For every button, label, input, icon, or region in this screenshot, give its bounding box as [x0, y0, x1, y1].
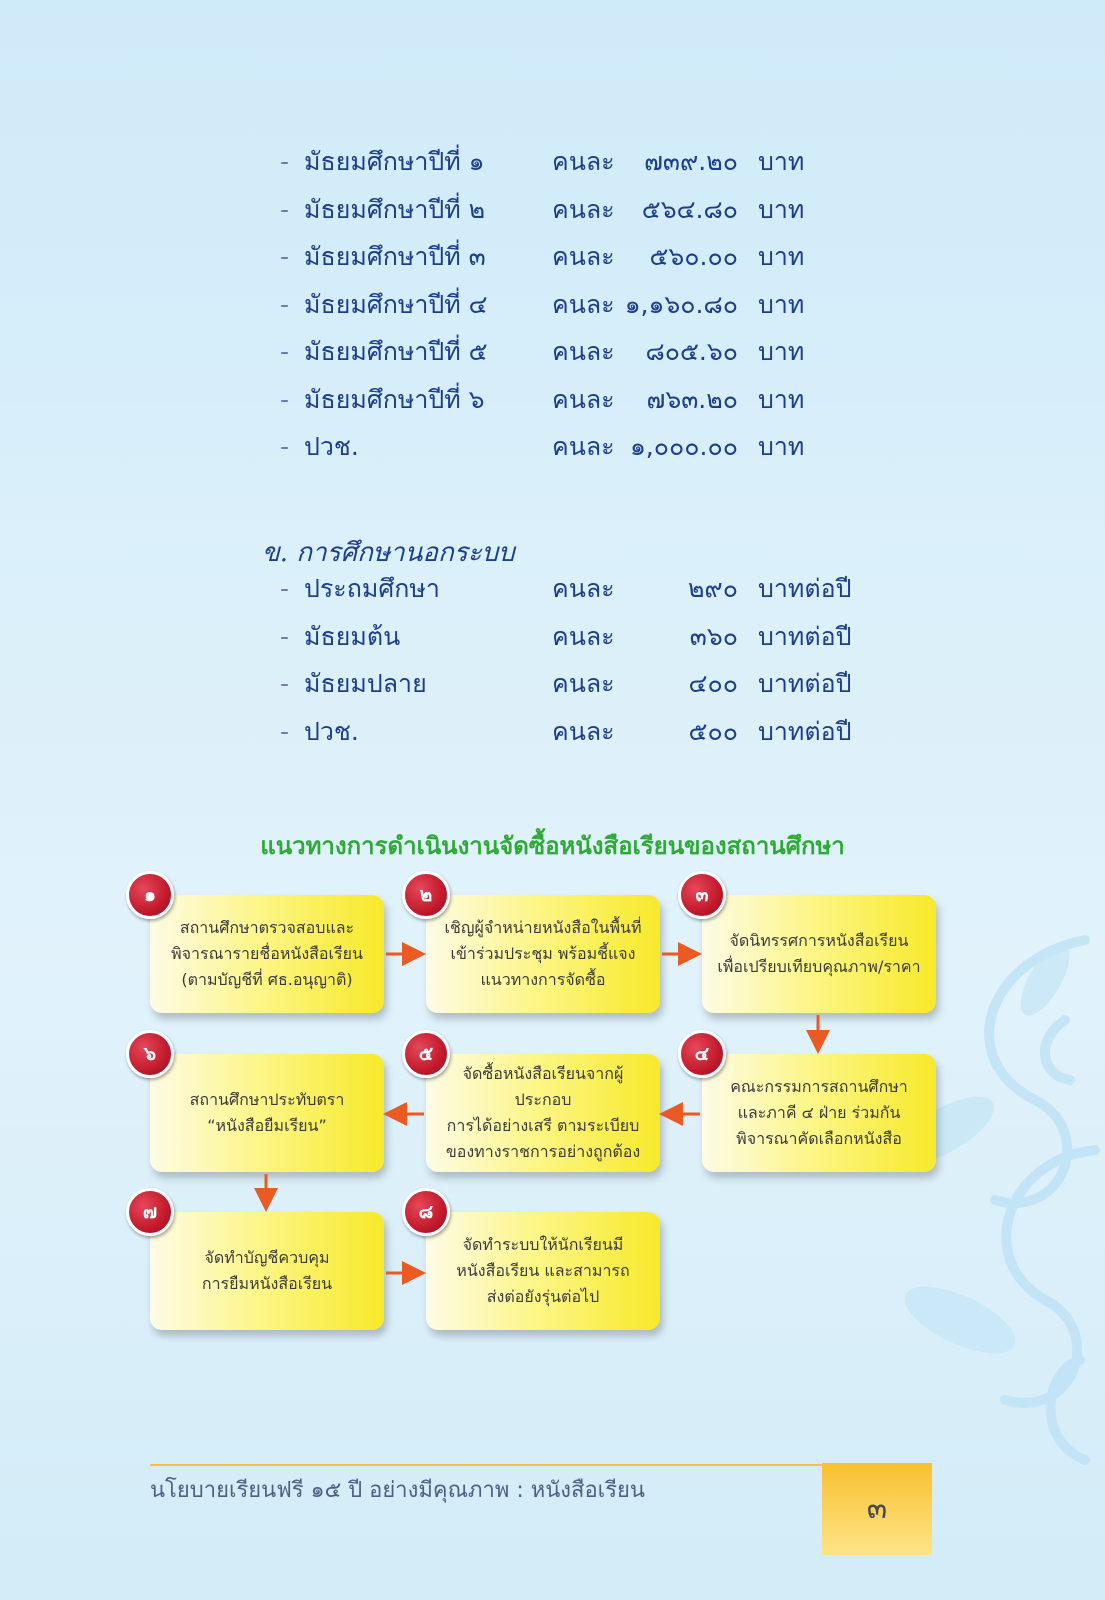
level-label: มัธยมปลาย: [304, 669, 427, 698]
level-label: ประถมศึกษา: [304, 574, 440, 603]
currency-unit: บาท: [758, 242, 805, 271]
currency-unit: บาทต่อปี: [758, 574, 852, 603]
level-label: มัธยมศึกษาปีที่ ๔: [304, 289, 488, 319]
currency-unit: บาท: [758, 147, 805, 176]
footer-divider: [150, 1464, 932, 1466]
step-text: จัดซื้อหนังสือเรียนจากผู้ประกอบ การได้อย่างเสรี ตามระเบียบ ของทางราชการอย่างถูกต้อง: [445, 1064, 641, 1161]
per-person-label: คนละ: [552, 289, 615, 319]
fee-amount: ๑,๐๐๐.๐๐: [629, 432, 738, 461]
per-person-label: คนละ: [552, 147, 615, 176]
step-number-badge: ๔: [678, 1030, 726, 1078]
fee-amount: ๑,๑๖๐.๘๐: [624, 289, 738, 319]
per-person-label: คนละ: [552, 242, 615, 271]
step-text: คณะกรรมการสถานศึกษา และภาคี ๔ ฝ่าย ร่วมกัน พิจารณาคัดเลือกหนังสือ: [730, 1077, 908, 1148]
fee-amount: ๒๙๐: [687, 574, 738, 603]
currency-unit: บาทต่อปี: [758, 669, 852, 698]
step-box: [426, 895, 660, 1013]
step-text: เชิญผู้จำหน่ายหนังสือในพื้นที่ เข้าร่วมประชุม พร้อมชี้แจง แนวทางการจัดซื้อ: [444, 918, 642, 989]
currency-unit: บาท: [758, 194, 805, 224]
step-box: [426, 1212, 660, 1330]
level-label: มัธยมต้น: [304, 621, 401, 651]
fee-amount: ๕๐๐: [688, 716, 738, 746]
step-box: [702, 895, 936, 1013]
currency-unit: บาท: [758, 384, 805, 414]
bullet-dash: -: [280, 337, 290, 366]
level-label: ปวช.: [304, 432, 359, 461]
per-person-label: คนละ: [552, 669, 615, 698]
bullet-dash: -: [280, 242, 290, 271]
bullet-dash: -: [280, 574, 290, 603]
bullet-dash: -: [280, 147, 290, 176]
bullet-dash: -: [280, 669, 290, 698]
level-label: ปวช.: [304, 716, 359, 746]
step-text: สถานศึกษาตรวจสอบและ พิจารณารายชื่อหนังสือเรียน (ตามบัญชีที่ ศธ.อนุญาติ): [171, 918, 363, 989]
per-person-label: คนละ: [552, 716, 615, 746]
level-label: มัธยมศึกษาปีที่ ๑: [304, 147, 485, 176]
currency-unit: บาท: [758, 337, 805, 366]
step-number-badge: ๗: [126, 1188, 174, 1236]
step-box: [426, 1054, 660, 1172]
per-person-label: คนละ: [552, 621, 615, 651]
level-label: มัธยมศึกษาปีที่ ๒: [304, 194, 486, 224]
flowchart-title: แนวทางการดำเนินงานจัดซื้อหนังสือเรียนของสถานศึกษา: [260, 832, 845, 860]
fee-amount: ๗๓๙.๒๐: [644, 147, 738, 176]
currency-unit: บาทต่อปี: [758, 621, 852, 651]
bullet-dash: -: [280, 432, 290, 461]
fee-amount: ๘๐๕.๖๐: [645, 337, 738, 366]
per-person-label: คนละ: [552, 574, 615, 603]
bullet-dash: -: [280, 384, 290, 414]
step-number-badge: ๖: [126, 1030, 174, 1078]
step-box: [150, 1212, 384, 1330]
step-text: จัดทำบัญชีควบคุม การยืมหนังสือเรียน: [201, 1248, 333, 1293]
step-text: จัดนิทรรศการหนังสือเรียน เพื่อเปรียบเทียบคุณภาพ/ราคา: [717, 931, 921, 976]
bullet-dash: -: [280, 716, 290, 746]
fee-amount: ๓๖๐: [689, 621, 738, 651]
per-person-label: คนละ: [552, 194, 615, 224]
step-number-badge: ๓: [678, 871, 726, 919]
currency-unit: บาทต่อปี: [758, 716, 852, 746]
currency-unit: บาท: [758, 432, 805, 461]
step-number-badge: ๘: [402, 1188, 450, 1236]
fee-amount: ๔๐๐: [688, 669, 738, 698]
step-number-badge: ๑: [126, 871, 174, 919]
per-person-label: คนละ: [552, 432, 615, 461]
step-box: [150, 1054, 384, 1172]
bullet-dash: -: [280, 194, 290, 224]
fee-amount: ๗๖๓.๒๐: [646, 384, 738, 414]
step-text: สถานศึกษาประทับตรา “หนังสือยืมเรียน”: [189, 1090, 345, 1135]
fee-amount: ๕๖๐.๐๐: [649, 242, 738, 271]
step-text: จัดทำระบบให้นักเรียนมี หนังสือเรียน และสามารถ ส่งต่อยังรุ่นต่อไป: [456, 1235, 630, 1306]
step-box: [702, 1054, 936, 1172]
page-number: ๓: [822, 1463, 932, 1555]
footer-title: นโยบายเรียนฟรี ๑๕ ปี อย่างมีคุณภาพ : หนังสือเรียน: [150, 1478, 645, 1503]
bullet-dash: -: [280, 621, 290, 651]
per-person-label: คนละ: [552, 384, 615, 414]
bullet-dash: -: [280, 289, 290, 319]
per-person-label: คนละ: [552, 337, 615, 366]
nonformal-heading: ข. การศึกษานอกระบบ: [262, 538, 515, 568]
step-number-badge: ๒: [402, 871, 450, 919]
fee-amount: ๕๖๔.๘๐: [641, 194, 738, 224]
step-number-badge: ๕: [402, 1030, 450, 1078]
level-label: มัธยมศึกษาปีที่ ๖: [304, 384, 485, 414]
level-label: มัธยมศึกษาปีที่ ๓: [304, 242, 486, 271]
step-box: [150, 895, 384, 1013]
level-label: มัธยมศึกษาปีที่ ๕: [304, 337, 488, 366]
currency-unit: บาท: [758, 289, 805, 319]
